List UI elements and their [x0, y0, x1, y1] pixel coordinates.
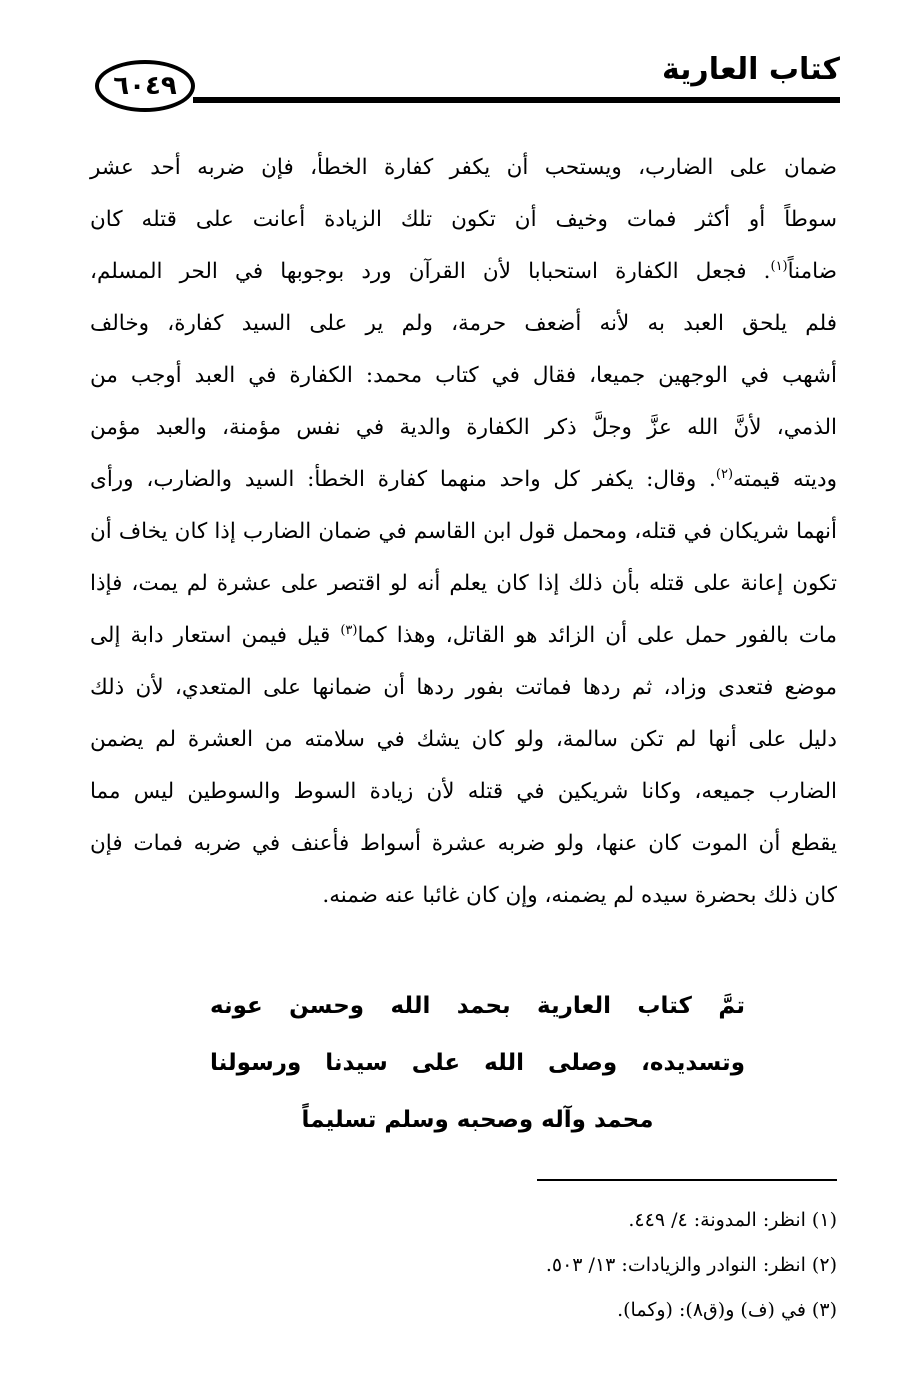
footnote-ref-3[interactable]: (٣): [340, 622, 358, 638]
body-line-10: [90, 610, 837, 662]
text-segment: . وقال: يكفر كل واحد منهما كفارة الخطأ: السيد والضارب، ورأى: [90, 467, 716, 492]
text-segment: وديته قيمته: [733, 467, 837, 492]
body-line-7: [90, 454, 837, 506]
page-header: [95, 50, 840, 135]
header-rule: [193, 97, 840, 103]
body-line-8: أنهما شريكان في قتله، ومحمل قول ابن القاسم في ضمان الضارب إذا كان يخاف أن: [90, 519, 837, 544]
footnotes: [187, 1198, 837, 1333]
footnote-ref-1[interactable]: (١): [770, 258, 788, 274]
body-line-1: ضمان على الضارب، ويستحب أن يكفر كفارة الخطأ، فإن ضربه أحد عشر: [90, 155, 837, 180]
body-line-15: كان ذلك بحضرة سيده لم يضمنه، وإن كان غائبا عنه ضمنه.: [322, 883, 837, 908]
body-line-5: أشهب في الوجهين جميعا، فقال في كتاب محمد: الكفارة في العبد أوجب من: [90, 363, 837, 388]
body-line-9: تكون إعانة على قتله بأن ذلك إذا كان يعلم أنه لو اقتصر على عشرة لم يمت، فإذا: [90, 571, 837, 596]
footnote-1: (١) انظر: المدونة: ٤/ ٤٤٩.: [628, 1209, 837, 1231]
footnote-separator: [537, 1179, 837, 1181]
body-line-11: موضع فتعدى وزاد، ثم ردها فماتت بفور ردها أن ضمانها على المتعدي، لأن ذلك: [90, 675, 837, 700]
page-title: كتاب العارية: [661, 52, 840, 87]
text-segment: قيل فيمن استعار دابة إلى: [90, 623, 341, 648]
text-segment: مات بالفور حمل على أن الزائد هو القاتل، وهذا كما: [357, 623, 837, 648]
body-line-2: سوطاً أو أكثر فمات وخيف أن تكون تلك الزيادة أعانت على قتله كان: [90, 207, 837, 232]
body-line-3: [90, 246, 837, 298]
closing-line-3: محمد وآله وصحبه وسلم تسليماً: [301, 1107, 654, 1133]
footnote-2: (٢) انظر: النوادر والزيادات: ١٣/ ٥٠٣.: [545, 1254, 837, 1276]
text-segment: . فجعل الكفارة استحبابا لأن القرآن ورد بوجوبها في الحر المسلم،: [90, 259, 771, 284]
body-line-4: فلم يلحق العبد به لأنه أضعف حرمة، ولم ير على السيد كفارة، وخالف: [90, 311, 837, 336]
footnote-3: (٣) في (ف) و(ق٨): (وكما).: [617, 1299, 837, 1321]
closing-line-2: وتسديده، وصلى الله على سيدنا ورسولنا: [210, 1050, 745, 1076]
body-text: [90, 142, 837, 922]
footnote-ref-2[interactable]: (٢): [715, 466, 734, 482]
closing-line-1: تمَّ كتاب العارية بحمد الله وحسن عونه: [210, 993, 745, 1019]
body-line-12: دليل على أنها لم تكن سالمة، ولو كان يشك في سلامته من العشرة لم يضمن: [90, 727, 837, 752]
page-number: ٦٠٤٩: [113, 71, 177, 101]
text-segment: ضامناً: [787, 259, 837, 284]
body-line-13: الضارب جميعه، وكانا شريكين في قتله لأن زيادة السوط والسوطين ليس مما: [90, 779, 837, 804]
body-line-6: الذمي، لأنَّ الله عزَّ وجلَّ ذكر الكفارة والدية في نفس مؤمنة، والعبد مؤمن: [90, 415, 837, 440]
closing-statement: [210, 978, 745, 1149]
body-line-14: يقطع أن الموت كان عنها، ولو ضربه عشرة أسواط فأعنف في ضربه فمات فإن: [90, 831, 837, 856]
